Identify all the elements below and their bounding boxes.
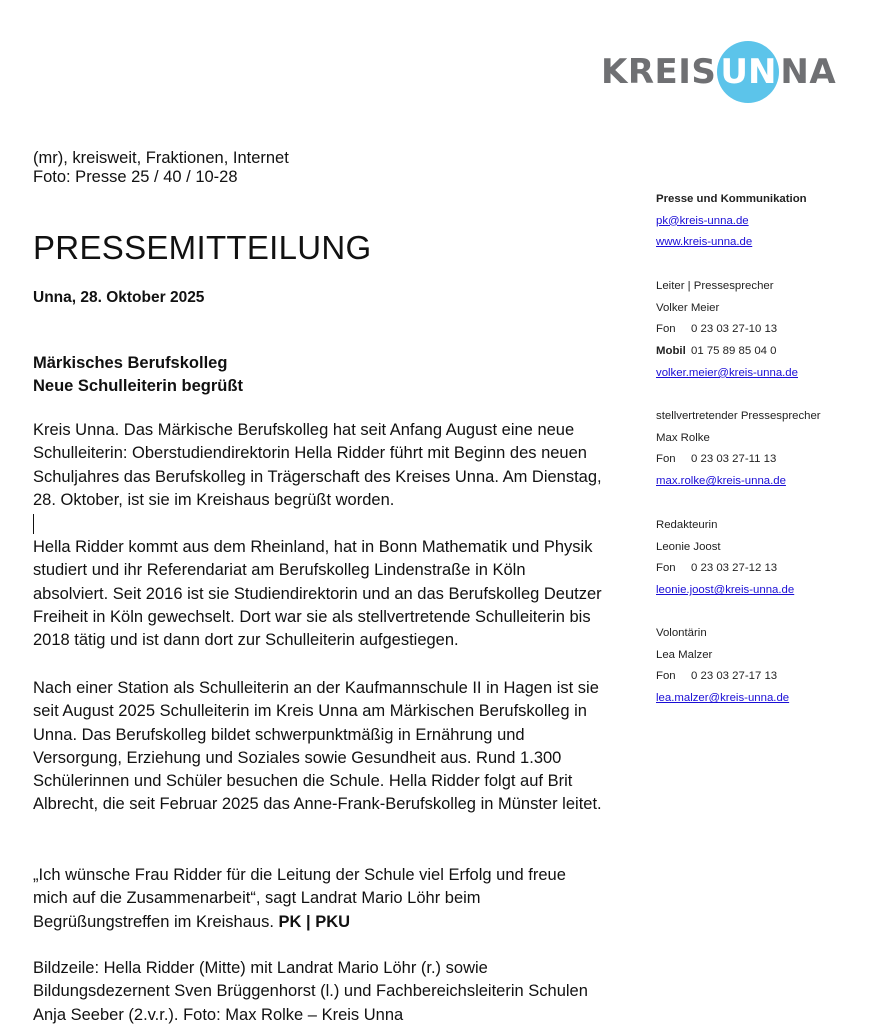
caption-paragraph: Bildzeile: Hella Ridder (Mitte) mit Landrat Mario Löhr (r.) sowie Bildungsdezernent Sven Brüggenhorst (l.) und Fachbereichsleiterin Schulen Anja Seeber (2.v.r.). Foto: Max Rolke – Kreis Unna — [33, 959, 588, 1024]
distribution-meta — [33, 149, 289, 187]
body-paragraph-3: Nach einer Station als Schulleiterin an der Kaufmannschule II in Hagen ist sie seit August 2025 Schulleiterin im Kreis Unna am Märkischen Berufskolleg in Unna. Das Berufskolleg bildet schwerpunktmäßig in Ernährung und Versorgung, Erziehung und Soziales sowie Gesundheit aus. Rund 1.300 Schülerinnen und Schüler besuchen die Schule. Hella Ridder folgt auf Brit Albrecht, die seit Februar 2025 das Anne-Frank-Berufskolleg in Münster leitet. — [33, 679, 602, 814]
meta-line-1: (mr), kreisweit, Fraktionen, Internet — [33, 149, 289, 167]
body-paragraph-4 — [33, 864, 603, 934]
logo-text-circle: UN — [720, 52, 777, 92]
contact-fon — [656, 666, 856, 688]
mobil-label: Mobil — [656, 345, 686, 358]
body-paragraph-2: Hella Ridder kommt aus dem Rheinland, hat in Bonn Mathematik und Physik studiert und ihr Referendariat am Berufskolleg Lindenstraße in Köln absolviert. Seit 2016 ist sie Studiendirektorin und an das Berufskolleg Deutzer Freiheit in Köln gewechselt. Dort war sie als stellvertretende Schulleiterin bis 2018 tätig und ist dann dort zur Schulleiterin aufgestiegen. — [33, 538, 602, 650]
contact-name: Volker Meier — [656, 301, 720, 314]
contact-fon — [656, 449, 856, 471]
contact-name: Max Rolke — [656, 431, 710, 444]
release-date: Unna, 28. Oktober 2025 — [33, 289, 205, 306]
contact-email-link[interactable]: volker.meier@kreis-unna.de — [656, 366, 798, 379]
fon-label: Fon — [656, 670, 676, 683]
logo-circle-mark — [717, 41, 779, 103]
headline-line-1: Märkisches Berufskolleg — [33, 354, 228, 372]
logo-text-right: NA — [780, 52, 837, 92]
logo-text-left: KREIS — [601, 52, 717, 92]
fon-label: Fon — [656, 323, 676, 336]
contact-email-link[interactable]: max.rolke@kreis-unna.de — [656, 475, 786, 488]
mobil-number: 01 75 89 85 04 0 — [691, 345, 777, 358]
contact-role: stellvertretender Pressesprecher — [656, 410, 821, 422]
fon-number: 0 23 03 27-12 13 — [691, 562, 778, 575]
fon-number: 0 23 03 27-10 13 — [691, 323, 778, 336]
contact-block — [656, 515, 856, 602]
text-cursor — [33, 514, 34, 534]
headline-line-2: Neue Schulleiterin begrüßt — [33, 377, 243, 395]
fon-number: 0 23 03 27-17 13 — [691, 670, 778, 683]
department-block — [656, 189, 856, 254]
contact-fon — [656, 558, 856, 580]
contact-role: Volontärin — [656, 627, 707, 639]
department-web-link[interactable]: www.kreis-unna.de — [656, 236, 753, 249]
department-email-link[interactable]: pk@kreis-unna.de — [656, 214, 749, 227]
signature: PK | PKU — [278, 912, 351, 931]
contact-name: Leonie Joost — [656, 540, 721, 553]
contact-email-link[interactable]: lea.malzer@kreis-unna.de — [656, 692, 790, 705]
contact-fon — [656, 319, 856, 341]
fon-number: 0 23 03 27-11 13 — [691, 453, 777, 466]
contact-block — [656, 623, 856, 710]
contact-role: Leiter | Pressesprecher — [656, 280, 774, 292]
contact-block — [656, 406, 856, 493]
meta-line-2: Foto: Presse 25 / 40 / 10-28 — [33, 168, 238, 186]
contact-mobil — [656, 341, 856, 363]
department-name: Presse und Kommunikation — [656, 193, 807, 205]
fon-label: Fon — [656, 453, 676, 466]
contact-block — [656, 276, 856, 385]
fon-label: Fon — [656, 562, 676, 575]
headline — [33, 352, 243, 398]
contact-email-link[interactable]: leonie.joost@kreis-unna.de — [656, 584, 795, 597]
contact-name: Lea Malzer — [656, 648, 713, 661]
kreis-unna-logo — [601, 40, 836, 104]
body-paragraph-1: Kreis Unna. Das Märkische Berufskolleg hat seit Anfang August eine neue Schulleiterin: Oberstudiendirektorin Hella Ridder führt mit Beginn des neuen Schuljahres das Berufskolleg in Trägerschaft des Kreises Unna. Am Dienstag, 28. Oktober, ist sie im Kreishaus begrüßt worden. — [33, 421, 602, 509]
contact-role: Redakteurin — [656, 519, 718, 531]
page-title: PRESSEMITTEILUNG — [33, 229, 372, 266]
quote-text: „Ich wünsche Frau Ridder für die Leitung der Schule viel Erfolg und freue mich auf die Zusammenarbeit“, sagt Landrat Mario Löhr beim Begrüßungstreffen im Kreishaus. — [33, 866, 566, 931]
